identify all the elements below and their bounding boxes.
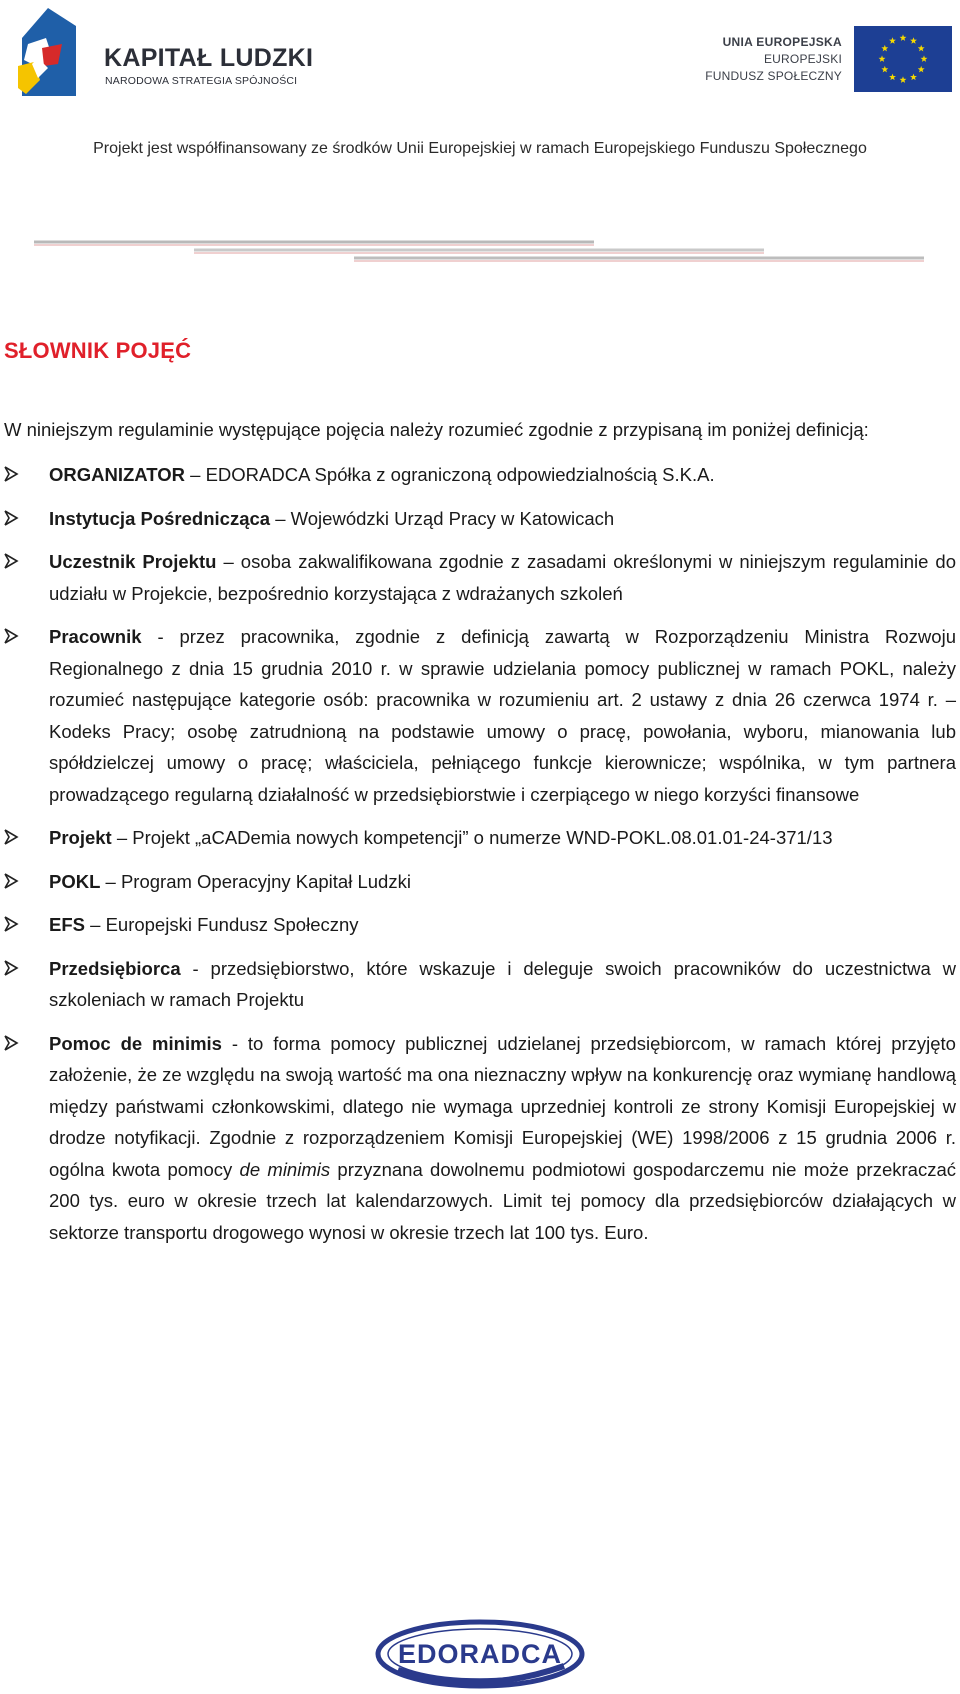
- edoradca-logo-text: EDORADCA: [397, 1639, 563, 1669]
- eu-logo-text: [705, 34, 842, 85]
- decorative-header-lines: [34, 240, 934, 272]
- kapital-ludzki-mark-icon: [18, 8, 80, 100]
- definition-item: Pomoc de minimis - to forma pomocy publicznej udzielanej przedsiębiorcom, w ramach której przyjęto założenie, że ze względu na swoją wartość ma ona nieznaczny wpływ na konkurencję oraz wymianę handlową między państwami członkowskimi, dlatego nie wymaga uprzedniej kontroli ze strony Komisji Europejskiej w drodze notyfikacji. Zgodnie z rozporządzeniem Komisji Europejskiej (WE) 1998/2006 z 15 grudnia 2006 r. ogólna kwota pomocy de minimis przyznana dowolnemu podmiotowi gospodarczemu nie może przekraczać 200 tys. euro w okresie trzech lat kalendarzowych. Limit tej pomocy dla przedsiębiorców działających w sektorze transportu drogowego wynosi w okresie trzech lat 100 tys. Euro.: [0, 1028, 960, 1249]
- definition-item: POKL – Program Operacyjny Kapitał Ludzki: [0, 866, 960, 898]
- definition-item: Projekt – Projekt „aCADemia nowych kompetencji” o numerze WND-POKL.08.01.01-24-371/13: [0, 822, 960, 854]
- definition-term: ORGANIZATOR: [49, 464, 186, 485]
- arrowhead-bullet-icon: [3, 466, 19, 482]
- eu-line-1: UNIA EUROPEJSKA: [722, 35, 842, 49]
- kapital-ludzki-logo: [18, 8, 328, 104]
- eu-flag-icon: [854, 26, 952, 92]
- cofinancing-statement: Projekt jest współfinansowany ze środków Unii Europejskiej w ramach Europejskiego Funduszu Społecznego: [93, 140, 867, 157]
- definition-term: Przedsiębiorca: [49, 957, 181, 979]
- definition-item: Uczestnik Projektu – osoba zakwalifikowana zgodnie z zasadami określonymi w niniejszym regulaminie do udziału w Projekcie, bezpośrednio korzystająca z wdrażanych szkoleń: [0, 546, 960, 609]
- arrowhead-bullet-icon: [3, 916, 19, 932]
- definition-item: EFS – Europejski Fundusz Społeczny: [0, 909, 960, 941]
- definition-item: Przedsiębiorca - przedsiębiorstwo, które wskazuje i deleguje swoich pracowników do uczestnictwa w szkoleniach w ramach Projektu: [0, 953, 960, 1016]
- arrowhead-bullet-icon: [3, 510, 19, 526]
- definition-term: Pomoc de minimis: [49, 1032, 222, 1054]
- definition-text: to forma pomocy publicznej udzielanej przedsiębiorcom, w ramach której przyjęto założenie, że ze względu na swoją wartość ma ona nieznaczny wpływ na konkurencję oraz wymianę handlową między państwami członkowskimi, dlatego nie wymaga uprzedniej kontroli ze strony Komisji Europejskiej w drodze notyfikacji. Zgodnie z rozporządzeniem Komisji Europejskiej (WE) 1998/2006 z 15 grudnia 2006 r. ogólna kwota pomocy: [49, 1032, 956, 1180]
- definitions-list: [0, 459, 960, 1260]
- definition-text: EDORADCA Spółka z ograniczoną odpowiedzialnością S.K.A.: [205, 464, 715, 485]
- definition-text: Europejski Fundusz Społeczny: [105, 914, 359, 935]
- arrowhead-bullet-icon: [3, 829, 19, 845]
- definition-text: Program Operacyjny Kapitał Ludzki: [120, 870, 411, 892]
- definition-italic-term: de minimis: [239, 1158, 331, 1180]
- definition-term: EFS: [49, 914, 85, 935]
- intro-text: W niniejszym regulaminie występujące pojęcia należy rozumieć zgodnie z przypisaną im poniżej definicją:: [4, 419, 869, 440]
- definition-text: osoba zakwalifikowana zgodnie z zasadami określonymi w niniejszym regulaminie do udziału w Projekcie, bezpośrednio korzystająca z wdrażanych szkoleń: [49, 551, 956, 604]
- definition-term: Pracownik: [49, 626, 142, 647]
- arrowhead-bullet-icon: [3, 628, 19, 644]
- definition-text-continued: przyznana dowolnemu podmiotowi gospodarczemu nie może przekraczać 200 tys. euro w okresie trzech lat kalendarzowych. Limit tej pomocy dla przedsiębiorców działających w sektorze transportu drogowego wynosi w okresie trzech lat 100 tys. Euro.: [49, 1158, 956, 1243]
- definition-item: ORGANIZATOR – EDORADCA Spółka z ograniczoną odpowiedzialnością S.K.A.: [0, 459, 960, 491]
- definition-item: Pracownik - przez pracownika, zgodnie z definicją zawartą w Rozporządzeniu Ministra Rozwoju Regionalnego z dnia 15 grudnia 2010 r. w sprawie udzielania pomocy publicznej w ramach POKL, należy rozumieć następujące kategorie osób: pracownika w rozumieniu art. 2 ustawy z dnia 26 czerwca 1974 r. – Kodeks Pracy; osobę zatrudnioną na podstawie umowy o pracę, powołania, wyboru, mianowania lub spółdzielczej umowy o pracę; właściciela, pełniącego funkcje kierownicze; wspólnika, w tym partnera prowadzącego regularną działalność w przedsiębiorstwie i czerpiącego w niego korzyści finansowe: [0, 621, 960, 810]
- kapital-ludzki-subtitle: NARODOWA STRATEGIA SPÓJNOŚCI: [105, 75, 298, 87]
- arrowhead-bullet-icon: [3, 873, 19, 889]
- section-title: SŁOWNIK POJĘĆ: [4, 338, 192, 363]
- definition-text: Wojewódzki Urząd Pracy w Katowicach: [290, 507, 615, 529]
- definition-text: przez pracownika, zgodnie z definicją zawartą w Rozporządzeniu Ministra Rozwoju Regionalnego z dnia 15 grudnia 2010 r. w sprawie udzielania pomocy publicznej w ramach POKL, należy rozumieć następujące kategorie osób: pracownika w rozumieniu art. 2 ustawy z dnia 26 czerwca 1974 r. – Kodeks Pracy; osobę zatrudnioną na podstawie umowy o pracę, powołania, wyboru, mianowania lub spółdzielczej umowy o pracę; właściciela, pełniącego funkcje kierownicze; wspólnika, w tym partnera prowadzącego regularną działalność w przedsiębiorstwie i czerpiącego w niego korzyści finansowe: [49, 626, 956, 805]
- edoradca-logo: [374, 1614, 586, 1690]
- definition-text: przedsiębiorstwo, które wskazuje i deleguje swoich pracowników do uczestnictwa w szkoleniach w ramach Projektu: [49, 957, 956, 1010]
- kapital-ludzki-name: KAPITAŁ LUDZKI: [104, 44, 314, 72]
- definition-item: Instytucja Pośrednicząca – Wojewódzki Urząd Pracy w Katowicach: [0, 503, 960, 535]
- definition-term: Projekt: [49, 827, 112, 848]
- arrowhead-bullet-icon: [3, 960, 19, 976]
- definition-term: POKL: [49, 870, 101, 892]
- definition-term: Instytucja Pośrednicząca: [49, 507, 271, 529]
- arrowhead-bullet-icon: [3, 1035, 19, 1051]
- definition-text: Projekt „aCADemia nowych kompetencji” o numerze WND-POKL.08.01.01-24-371/13: [132, 827, 833, 848]
- definition-term: Uczestnik Projektu: [49, 551, 217, 572]
- eu-line-2: EUROPEJSKI: [763, 52, 842, 66]
- eu-line-3: FUNDUSZ SPOŁECZNY: [705, 69, 842, 83]
- arrowhead-bullet-icon: [3, 553, 19, 569]
- eu-logo: [700, 26, 952, 94]
